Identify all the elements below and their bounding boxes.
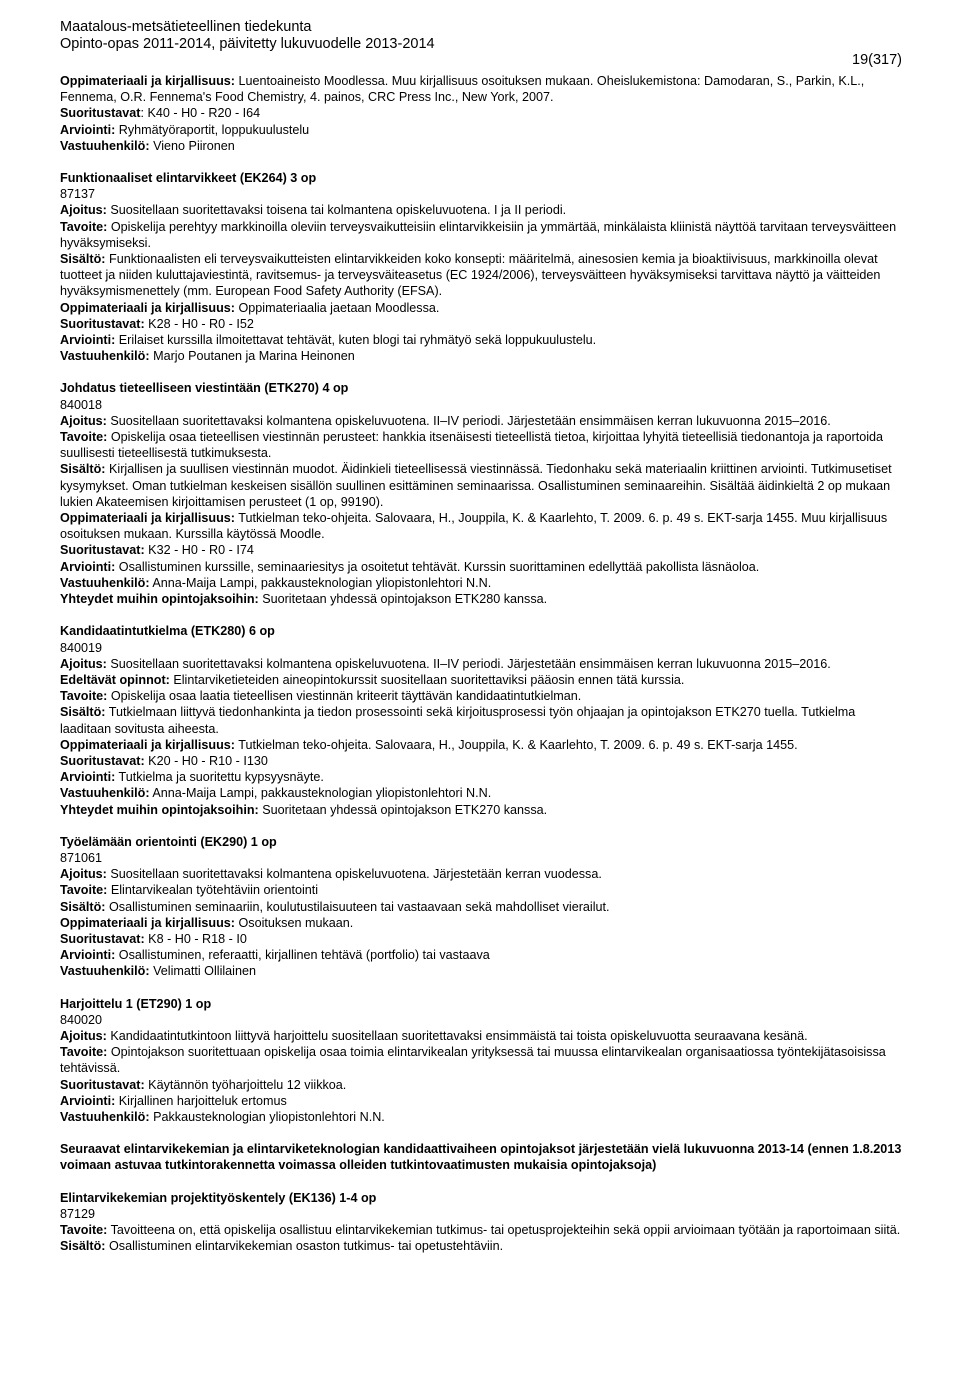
course-tavoite: Tavoite: Tavoitteena on, että opiskelija osallistuu elintarvikekemian tutkimus- tai opetusprojekteihin sekä oppii arvioimaan työtään ja raportoimaan siitä.: [60, 1223, 901, 1237]
intro-oppimateriaali: Oppimateriaali ja kirjallisuus: Luentoaineisto Moodlessa. Muu kirjallisuus osoituksen mukaan. Oheislukemistona: Damodaran, S., Parkin, K.L., Fennema, O.R. Fennema's Food Chemistry, 4. painos, CRC Press Inc., New York, 2007.: [60, 74, 865, 105]
course-code: 87129: [60, 1206, 96, 1221]
intro-vastuuhenkilo: Vastuuhenkilö: Vieno Piironen: [60, 138, 235, 153]
course-sisalto: Sisältö: Kirjallisen ja suullisen viestinnän muodot. Äidinkieli tieteellisessä viestinnässä. Tiedonhaku sekä materiaalin kriittinen arviointi. Tutkimusetiset kysymykset. Oman tutkielman keskeisen sisällön suullinen esittäminen seminaarissa. Osallistuminen seminaareihin. Sisältää äidinkieltä 2 op mukaan lukien Akateemisen kirjoittamisen perusteet (1 op, 99190).: [60, 462, 892, 509]
course-sisalto: Sisältö: Osallistuminen elintarvikekemian osaston tutkimus- tai opetustehtäviin.: [60, 1239, 504, 1254]
course-suoritustavat: Suoritustavat: K28 - H0 - R0 - I52: [60, 316, 254, 331]
guide-title: Opinto-opas 2011-2014, päivitetty lukuvuodelle 2013-2014: [60, 36, 435, 52]
course-suoritustavat: Suoritustavat: K8 - H0 - R18 - I0: [60, 931, 247, 946]
course-vastuuhenkilo: Vastuuhenkilö: Anna-Maija Lampi, pakkausteknologian yliopistonlehtori N.N.: [60, 575, 492, 590]
course-suoritustavat: Suoritustavat: Käytännön työharjoittelu 12 viikkoa.: [60, 1077, 347, 1092]
intro-suoritustavat: Suoritustavat: K40 - H0 - R20 - I64: [60, 106, 261, 121]
course-ek136: [60, 1190, 905, 1255]
course-title: Elintarvikekemian projektityöskentely (EK136) 1-4 op: [60, 1190, 377, 1205]
course-oppimateriaali: Oppimateriaali ja kirjallisuus: Tutkielman teko-ohjeita. Salovaara, H., Jouppila, K. & Kaarlehto, T. 2009. 6. p. 49 s. EKT-sarja 1455. Muu kirjallisuus osoituksen mukaan. Kurssilla käytössä Moodle.: [60, 511, 888, 542]
course-suoritustavat: Suoritustavat: K32 - H0 - R0 - I74: [60, 543, 254, 558]
intro-arviointi: Arviointi: Ryhmätyöraportit, loppukuulustelu: [60, 122, 310, 137]
course-tavoite: Tavoite: Elintarvikealan työtehtäviin orientointi: [60, 883, 319, 898]
course-etk280: [60, 623, 905, 817]
course-tavoite: Tavoite: Opintojakson suoritettuaan opiskelija osaa toimia elintarvikealan yrityksessä tai muussa elintarvikealan organisaatiossa työntekijätasoisissa tehtävissä.: [60, 1045, 886, 1076]
course-arviointi: Arviointi: Osallistuminen, referaatti, kirjallinen tehtävä (portfolio) tai vastaava: [60, 948, 490, 963]
course-ajoitus: Ajoitus: Suositellaan suoritettavaksi toisena tai kolmantena opiskeluvuotena. I ja II periodi.: [60, 203, 567, 218]
course-tavoite: Tavoite: Opiskelija osaa laatia tieteellisen viestinnän kriteerit täyttävän kandidaatintutkielman.: [60, 689, 582, 704]
course-title: Johdatus tieteelliseen viestintään (ETK270) 4 op: [60, 381, 349, 396]
course-ajoitus: Ajoitus: Suositellaan suoritettavaksi kolmantena opiskeluvuotena. II–IV periodi. Järjestetään ensimmäisen kerran lukuvuonna 2015–2016.: [60, 413, 831, 428]
transition-notice: Seuraavat elintarvikekemian ja elintarviketeknologian kandidaattivaiheen opintojaksot järjestetään vielä lukuvuonna 2013-14 (ennen 1.8.2013 voimaan astuvaa tutkintorakennetta voimassa olleiden tutkintovaatimusten mukaisia opintojaksoja): [60, 1142, 902, 1173]
course-title: Työelämään orientointi (EK290) 1 op: [60, 834, 277, 849]
course-oppimateriaali: Oppimateriaali ja kirjallisuus: Tutkielman teko-ohjeita. Salovaara, H., Jouppila, K. & Kaarlehto, T. 2009. 6. p. 49 s. EKT-sarja 1455.: [60, 737, 798, 752]
course-title: Funktionaaliset elintarvikkeet (EK264) 3 op: [60, 171, 317, 186]
course-oppimateriaali: Oppimateriaali ja kirjallisuus: Osoituksen mukaan.: [60, 915, 354, 930]
course-arviointi: Arviointi: Osallistuminen kurssille, seminaariesitys ja osoitetut tehtävät. Kurssin suorittaminen edellyttää pakollista läsnäoloa.: [60, 559, 760, 574]
course-code: 840018: [60, 397, 103, 412]
document-header: [60, 19, 435, 53]
course-suoritustavat: Suoritustavat: K20 - H0 - R10 - I130: [60, 753, 268, 768]
course-ek290: [60, 834, 905, 980]
document-body: [60, 73, 905, 1254]
course-arviointi: Arviointi: Erilaiset kurssilla ilmoitettavat tehtävät, kuten blogi tai ryhmätyö sekä loppukuulustelu.: [60, 333, 597, 348]
course-sisalto: Sisältö: Osallistuminen seminaariin, koulutustilaisuuteen tai vastaavaan sekä mahdolliset vierailut.: [60, 899, 610, 914]
course-ek264: [60, 170, 905, 364]
course-title: Harjoittelu 1 (ET290) 1 op: [60, 996, 212, 1011]
course-code: 871061: [60, 850, 103, 865]
course-ajoitus: Ajoitus: Suositellaan suoritettavaksi kolmantena opiskeluvuotena. II–IV periodi. Järjestetään ensimmäisen kerran lukuvuonna 2015–2016.: [60, 656, 831, 671]
course-title: Kandidaatintutkielma (ETK280) 6 op: [60, 624, 275, 639]
course-code: 87137: [60, 187, 96, 202]
course-vastuuhenkilo: Vastuuhenkilö: Marjo Poutanen ja Marina Heinonen: [60, 349, 355, 364]
course-tavoite: Tavoite: Opiskelija perehtyy markkinoilla oleviin terveysvaikutteisiin elintarvikkeisiin ja ymmärtää, minkälaista kliinistä näyttöä tarvitaan terveysväitteen hyväksymiseksi.: [60, 219, 897, 250]
course-arviointi: Arviointi: Tutkielma ja suoritettu kypsyysnäyte.: [60, 770, 324, 785]
course-ajoitus: Ajoitus: Suositellaan suoritettavaksi kolmantena opiskeluvuotena. Järjestetään kerran vuodessa.: [60, 867, 602, 882]
course-sisalto: Sisältö: Funktionaalisten eli terveysvaikutteisten elintarvikkeiden koko konsepti: määritelmä, ainesosien kemia ja bioaktiivisuus, markkinoilla olevat tuotteet ja niiden kuluttajaviestintä, ravitsemus- ja terveysväiteasetus (EC 1924/2006), terveysväitteen hyväksymiseksi tarvittava näyttö ja väitteiden hyväksymismenettely (mm. European Food Safety Authority (EFSA).: [60, 252, 881, 299]
course-edeltavat: Edeltävät opinnot: Elintarviketieteiden aineopintokurssit suositellaan suoritettaviksi pääosin ennen tätä kurssia.: [60, 672, 685, 687]
page-number: 19(317): [852, 52, 902, 68]
course-vastuuhenkilo: Vastuuhenkilö: Anna-Maija Lampi, pakkausteknologian yliopistonlehtori N.N.: [60, 786, 492, 801]
course-vastuuhenkilo: Vastuuhenkilö: Pakkausteknologian yliopistonlehtori N.N.: [60, 1109, 385, 1124]
course-ajoitus: Ajoitus: Kandidaatintutkintoon liittyvä harjoittelu suositellaan suoritettavaksi ensimmäistä tai toista opiskeluvuotta seuraavana kesänä.: [60, 1028, 808, 1043]
course-vastuuhenkilo: Vastuuhenkilö: Velimatti Ollilainen: [60, 964, 256, 979]
course-code: 840020: [60, 1012, 103, 1027]
course-oppimateriaali: Oppimateriaali ja kirjallisuus: Oppimateriaalia jaetaan Moodlessa.: [60, 300, 440, 315]
course-yhteydet: Yhteydet muihin opintojaksoihin: Suoritetaan yhdessä opintojakson ETK280 kanssa.: [60, 592, 548, 607]
faculty-name: Maatalous-metsätieteellinen tiedekunta: [60, 19, 312, 35]
course-arviointi: Arviointi: Kirjallinen harjoitteluk ertomus: [60, 1093, 287, 1108]
course-et290: [60, 996, 905, 1126]
course-tavoite: Tavoite: Opiskelija osaa tieteellisen viestinnän perusteet: hankkia itsenäisesti tieteellistä tietoa, kirjoittaa lyhyitä tieteellisiä tiedonantoja ja raportoida suullisesti tieteellisestä tutkimuksesta.: [60, 430, 884, 461]
course-code: 840019: [60, 640, 103, 655]
course-sisalto: Sisältö: Tutkielmaan liittyvä tiedonhankinta ja tiedon prosessointi sekä kirjoitusprosessi työn ohjaajan ja opintojakson ETK270 tuella. Tutkielma laaditaan sovitusta aiheesta.: [60, 705, 856, 736]
course-yhteydet: Yhteydet muihin opintojaksoihin: Suoritetaan yhdessä opintojakson ETK270 kanssa.: [60, 802, 548, 817]
course-etk270: [60, 380, 905, 607]
